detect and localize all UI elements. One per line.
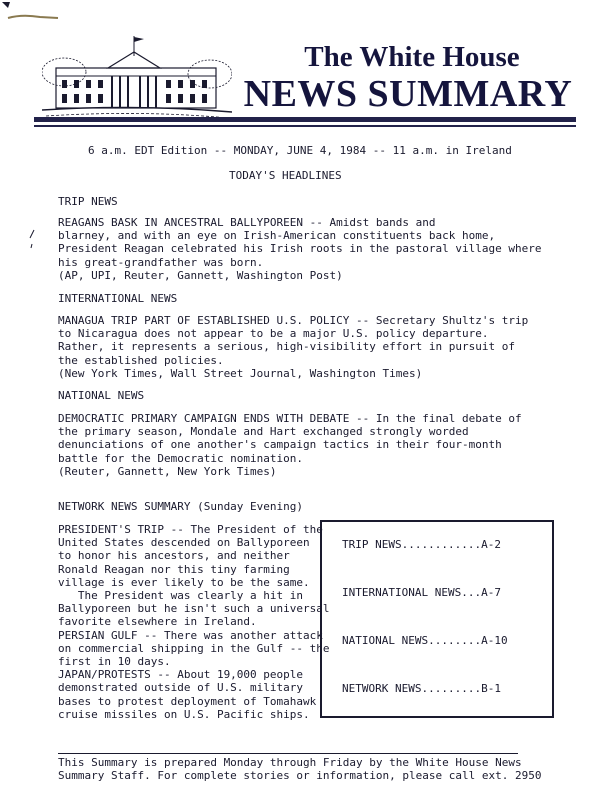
body-line: JAPAN/PROTESTS -- About 19,000 people — [58, 668, 304, 682]
section-heading-national: NATIONAL NEWS — [58, 389, 145, 402]
headlines-label: TODAY'S HEADLINES — [229, 169, 342, 182]
body-line: DEMOCRATIC PRIMARY CAMPAIGN ENDS WITH DEBATE -- In the final debate of — [58, 412, 522, 425]
body-line: favorite elsewhere in Ireland. — [58, 615, 257, 629]
body-line: his great-grandfather was born. — [58, 255, 264, 269]
section-heading-international: INTERNATIONAL NEWS — [58, 292, 178, 305]
masthead-title-line1: The White House — [304, 41, 520, 73]
body-line: Ballyporeen but he isn't such a universal — [58, 602, 330, 616]
white-house-illustration — [42, 34, 232, 120]
edition-line: 6 a.m. EDT Edition -- MONDAY, JUNE 4, 1984 -- 11 a.m. in Ireland — [88, 144, 512, 157]
body-line: Ronald Reagan nor this tiny farming — [58, 562, 290, 576]
footer-line: This Summary is prepared Monday through Friday by the White House News — [58, 756, 522, 769]
body-line: United States descended on Ballyporeen — [58, 536, 310, 550]
body-line: the primary season, Mondale and Hart exchanged strongly worded — [58, 425, 469, 439]
footer-rule — [58, 753, 518, 754]
body-line: bases to protest deployment of Tomahawk — [58, 694, 317, 708]
index-item-network-news: NETWORK NEWS.........B-1 — [342, 682, 501, 695]
section-body-trip — [58, 216, 541, 282]
body-line: MANAGUA TRIP PART OF ESTABLISHED U.S. POLICY -- Secretary Shultz's trip — [58, 314, 529, 327]
contents-index-box — [320, 520, 554, 718]
body-line: to Nicaragua does not appear to be a major U.S. policy departure. — [58, 327, 489, 341]
section-body-international — [58, 314, 528, 380]
body-line: blarney, and with an eye on Irish-American constituents back home, — [58, 229, 496, 243]
body-line: The President was clearly a hit in — [58, 589, 304, 603]
body-line: to honor his ancestors, and neither — [58, 549, 290, 563]
body-sources: (AP, UPI, Reuter, Gannett, Washington Post) — [58, 268, 343, 282]
body-line: demonstrated outside of U.S. military — [58, 681, 304, 695]
body-line: Rather, it represents a serious, high-visibility effort in pursuit of — [58, 340, 515, 354]
index-item-trip-news: TRIP NEWS............A-2 — [342, 538, 501, 551]
section-body-national — [58, 412, 522, 478]
body-line: President Reagan celebrated his Irish roots in the pastoral village where — [58, 242, 542, 256]
body-line: PRESIDENT'S TRIP -- The President of the — [58, 523, 323, 536]
body-sources: (New York Times, Wall Street Journal, Washington Times) — [58, 366, 423, 380]
body-line: village is ever likely to be the same. — [58, 575, 310, 589]
masthead-rule-thick — [34, 117, 576, 122]
body-line: PERSIAN GULF -- There was another attack — [58, 628, 323, 642]
body-line: on commercial shipping in the Gulf -- the — [58, 641, 330, 655]
footer-line: Summary Staff. For complete stories or information, please call ext. 2950 — [58, 769, 542, 783]
body-line: denunciations of one another's campaign tactics in their four-month — [58, 438, 502, 452]
body-line: first in 10 days. — [58, 655, 171, 669]
masthead — [0, 0, 610, 140]
body-line: REAGANS BASK IN ANCESTRAL BALLYPOREEN -- Amidst bands and — [58, 216, 436, 229]
index-item-international-news: INTERNATIONAL NEWS...A-7 — [342, 586, 501, 599]
margin-mark — [26, 228, 38, 252]
network-news-column — [58, 523, 330, 721]
section-heading-trip: TRIP NEWS — [58, 195, 118, 208]
body-sources: (Reuter, Gannett, New York Times) — [58, 464, 277, 478]
footer-note — [58, 756, 541, 782]
index-item-national-news: NATIONAL NEWS........A-10 — [342, 634, 508, 647]
network-news-heading: NETWORK NEWS SUMMARY (Sunday Evening) — [58, 500, 304, 513]
body-line: cruise missiles on U.S. Pacific ships. — [58, 707, 310, 721]
body-line: battle for the Democratic nomination. — [58, 451, 304, 465]
masthead-rule-thin — [34, 125, 576, 127]
body-line: the established policies. — [58, 353, 224, 367]
masthead-title-line2: NEWS SUMMARY — [243, 73, 573, 115]
